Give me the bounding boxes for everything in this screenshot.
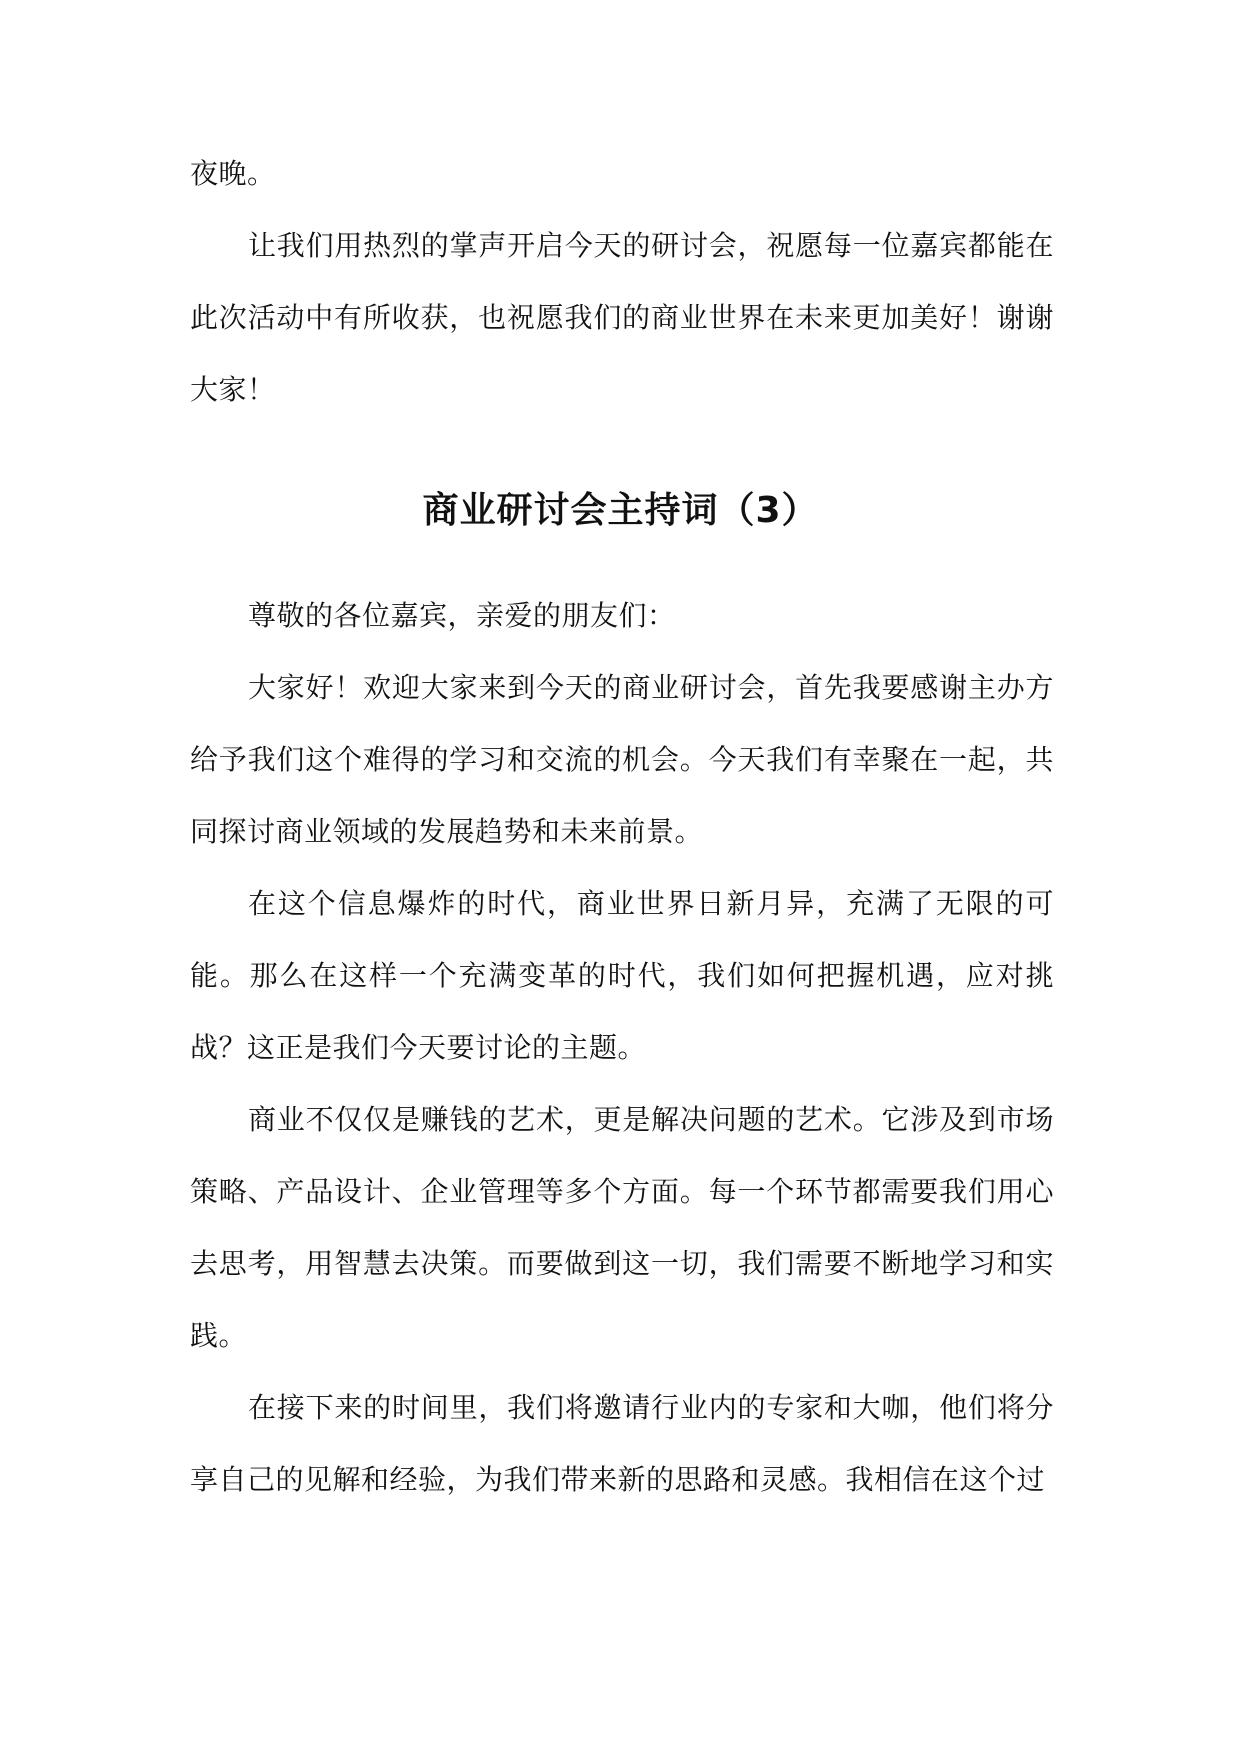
section-title: 商业研讨会主持词（3） xyxy=(422,490,819,531)
paragraph-business-art: 商业不仅仅是赚钱的艺术，更是解决问题的艺术。它涉及到市场策略、产品设计、企业管理等多个方面。每一个环节都需要我们用心去思考，用智慧去决策。而要做到这一切，我们需要不断地学习和实践。 xyxy=(190,1103,1054,1352)
paragraph-salutation: 尊敬的各位嘉宾，亲爱的朋友们： xyxy=(248,599,676,632)
paragraph-welcome: 大家好！欢迎大家来到今天的商业研讨会，首先我要感谢主办方给予我们这个难得的学习和交流的机会。今天我们有幸聚在一起，共同探讨商业领域的发展趋势和未来前景。 xyxy=(190,671,1054,848)
paragraph-continuation: 夜晚。 xyxy=(190,157,276,190)
paragraph-closing: 让我们用热烈的掌声开启今天的研讨会，祝愿每一位嘉宾都能在此次活动中有所收获，也祝愿我们的商业世界在未来更加美好！谢谢大家！ xyxy=(190,229,1054,406)
paragraph-era: 在这个信息爆炸的时代，商业世界日新月异，充满了无限的可能。那么在这样一个充满变革的时代，我们如何把握机遇，应对挑战？这正是我们今天要讨论的主题。 xyxy=(190,887,1054,1064)
paragraph-experts: 在接下来的时间里，我们将邀请行业内的专家和大咖，他们将分享自己的见解和经验，为我们带来新的思路和灵感。我相信在这个过 xyxy=(190,1391,1054,1496)
